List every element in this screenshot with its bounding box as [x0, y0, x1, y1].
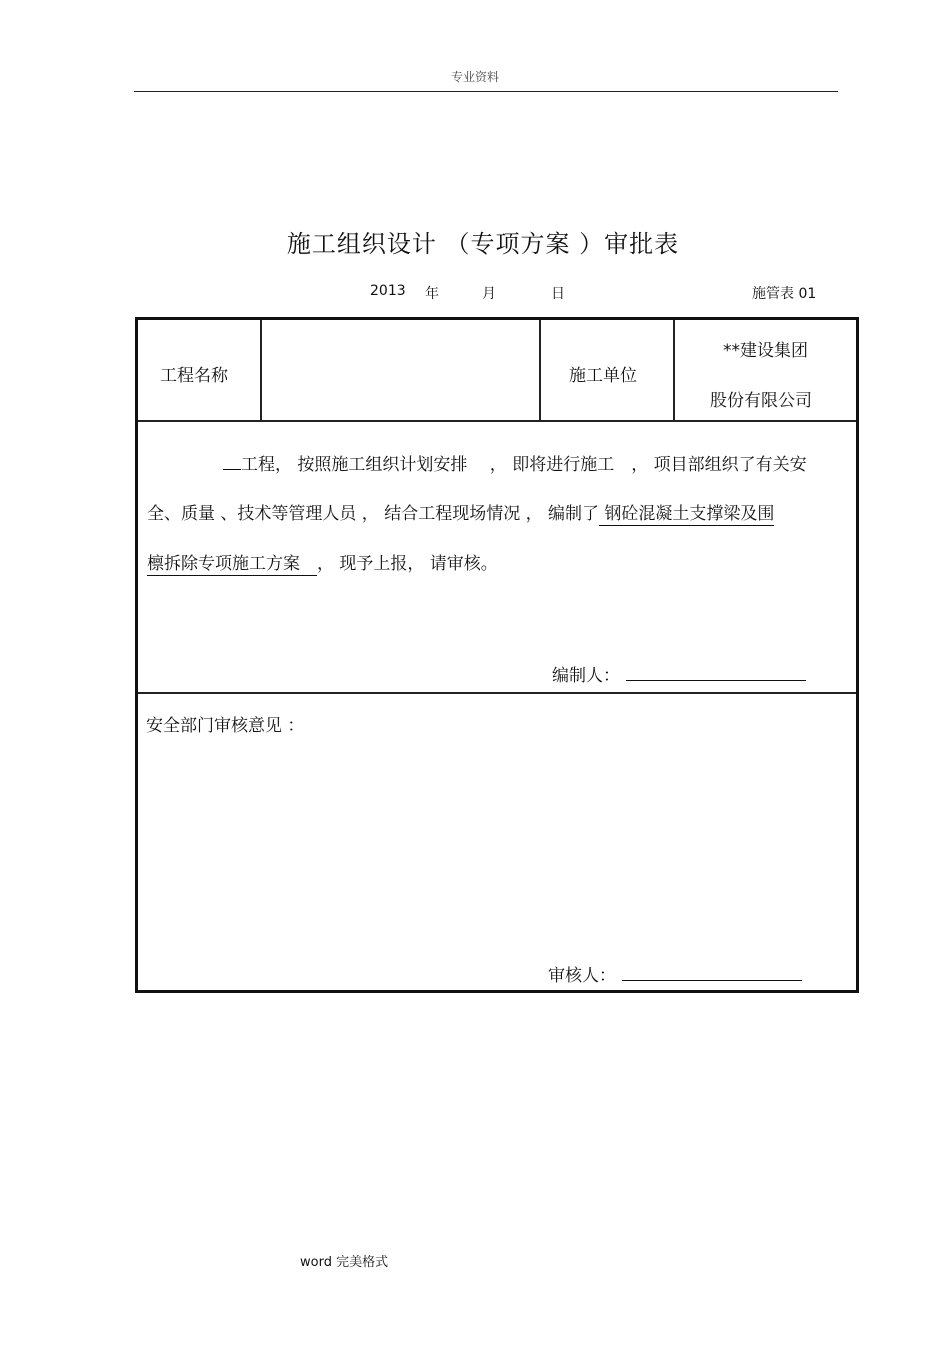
reviewer-label: 审核人：	[548, 966, 616, 986]
table-divider-v2	[539, 320, 541, 421]
form-code: 施管表 01	[752, 286, 817, 302]
paragraph-line-2-text: 全、质量 、技术等管理人员 ， 结合工程现场情况 ， 编制了	[147, 504, 600, 524]
table-divider-v3	[673, 320, 675, 421]
date-year: 2013	[370, 283, 406, 299]
compiler-signature-line[interactable]	[626, 666, 806, 681]
construction-unit-line2: 股份有限公司	[710, 391, 812, 411]
project-blank[interactable]	[223, 455, 241, 470]
paragraph-line-3-text: ， 现予上报， 请审核。	[317, 554, 498, 574]
plan-name-part2: 檩拆除专项施工方案	[147, 554, 317, 574]
date-day-unit: 日	[551, 286, 565, 302]
construction-unit-label: 施工单位	[569, 366, 637, 386]
header-divider	[134, 91, 838, 92]
date-year-unit: 年	[425, 286, 439, 302]
paragraph-line-2	[147, 499, 774, 524]
page-header-text: 专业资料	[450, 70, 499, 84]
safety-review-label: 安全部门审核意见 ：	[146, 716, 305, 736]
page-footer-text: word 完美格式	[300, 1255, 389, 1270]
table-divider-v1	[260, 320, 262, 421]
approval-form-table	[135, 317, 859, 993]
plan-name-part1: 钢砼混凝土支撑梁及围	[599, 504, 775, 524]
paragraph-line-3	[147, 549, 498, 574]
date-month-unit: 月	[482, 286, 496, 302]
table-divider-h2	[138, 692, 856, 694]
construction-unit-line1: **建设集团	[723, 341, 808, 361]
reviewer-row	[548, 961, 802, 986]
compiler-label: 编制人：	[552, 666, 620, 686]
paragraph-line-1	[147, 450, 807, 475]
table-divider-h1	[138, 420, 856, 422]
project-name-label: 工程名称	[160, 366, 228, 386]
document-title: 施工组织设计 （专项方案 ）审批表	[286, 230, 680, 258]
paragraph-line-1-text: 工程， 按照施工组织计划安排 ， 即将进行施工 ， 项目部组织了有关安	[241, 455, 807, 475]
compiler-row	[552, 661, 806, 686]
reviewer-signature-line[interactable]	[622, 966, 802, 981]
